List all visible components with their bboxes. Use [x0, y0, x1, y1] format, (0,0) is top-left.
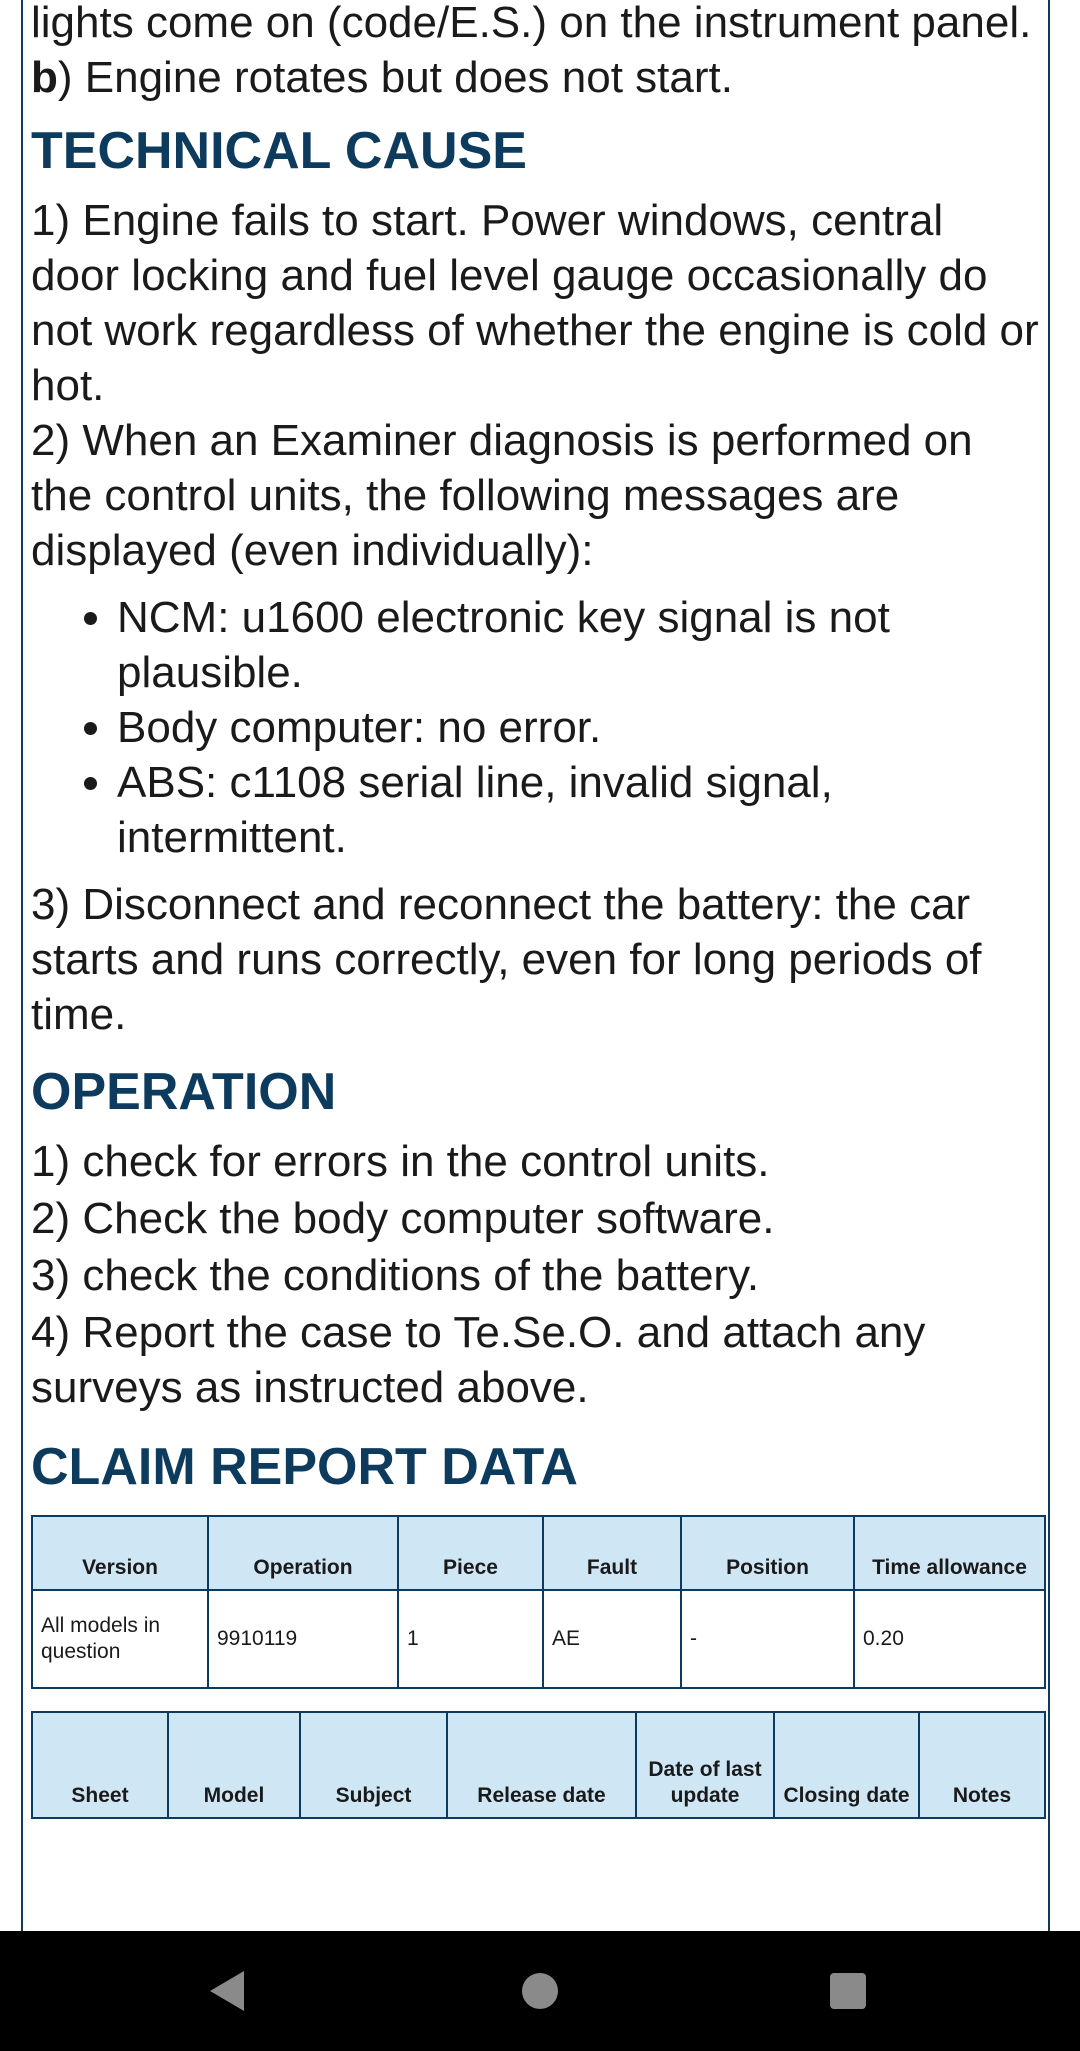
recents-button[interactable] [818, 1961, 878, 2021]
cause-paragraph-3: 3) Disconnect and reconnect the battery: the car starts and runs correctly, even for long periods of time. [31, 880, 982, 1039]
table-cell: - [681, 1590, 854, 1688]
column-header: Time allowance [854, 1516, 1045, 1590]
column-header: Notes [919, 1712, 1045, 1818]
back-triangle-icon [206, 1967, 250, 2015]
operation-step: 2) Check the body computer software. [31, 1194, 775, 1243]
intro-line-b-letter: b [31, 53, 58, 102]
operation-steps [31, 1134, 1040, 1415]
column-header: Operation [208, 1516, 398, 1590]
intro-line-a-rest: lights come on (code/E.S.) on the instrument panel. [31, 0, 1032, 47]
recents-square-icon [828, 1971, 868, 2011]
column-header: Fault [543, 1516, 681, 1590]
system-navigation-bar [0, 1931, 1080, 2051]
list-item: • Body computer: no error. [117, 700, 1040, 755]
column-header: Piece [398, 1516, 543, 1590]
cause-paragraph-1: 1) Engine fails to start. Power windows, central door locking and fuel level gauge occasionally do not work regardless of whether the engine is cold or hot. [31, 196, 1039, 410]
list-item: • ABS: c1108 serial line, invalid signal, intermittent. [117, 755, 1040, 865]
document-frame [21, 0, 1050, 1931]
table-header-row [32, 1712, 1045, 1818]
claim-report-table [31, 1515, 1046, 1689]
back-button[interactable] [198, 1961, 258, 2021]
cause-paragraph-2: 2) When an Examiner diagnosis is performed on the control units, the following messages are displayed (even individually): [31, 416, 973, 575]
home-circle-icon [520, 1971, 560, 2011]
column-header: Version [32, 1516, 208, 1590]
table-cell: 0.20 [854, 1590, 1045, 1688]
table-cell: 1 [398, 1590, 543, 1688]
claim-report-heading: CLAIM REPORT DATA [31, 1438, 578, 1496]
operation-step: 1) check for errors in the control units. [31, 1137, 770, 1186]
operation-heading: OPERATION [31, 1063, 337, 1121]
column-header: Model [168, 1712, 300, 1818]
technical-cause-heading: TECHNICAL CAUSE [31, 122, 527, 180]
operation-step: 3) check the conditions of the battery. [31, 1251, 760, 1300]
diagnosis-messages-list [31, 590, 1040, 865]
home-button[interactable] [510, 1961, 570, 2021]
table-row [32, 1590, 1045, 1688]
intro-line-b [31, 50, 1040, 105]
column-header: Sheet [32, 1712, 168, 1818]
column-header: Subject [300, 1712, 447, 1818]
column-header: Release date [447, 1712, 636, 1818]
table-cell: AE [543, 1590, 681, 1688]
intro-line-b-text: ) Engine rotates but does not start. [57, 53, 733, 102]
column-header: Position [681, 1516, 854, 1590]
table-cell: All models in question [32, 1590, 208, 1688]
table-cell: 9910119 [208, 1590, 398, 1688]
column-header: Date of last update [636, 1712, 774, 1818]
sheet-info-table [31, 1711, 1046, 1819]
column-header: Closing date [774, 1712, 919, 1818]
table-header-row [32, 1516, 1045, 1590]
operation-step: 4) Report the case to Te.Se.O. and attach any surveys as instructed above. [31, 1308, 926, 1412]
list-item: • NCM: u1600 electronic key signal is not plausible. [117, 590, 1040, 700]
